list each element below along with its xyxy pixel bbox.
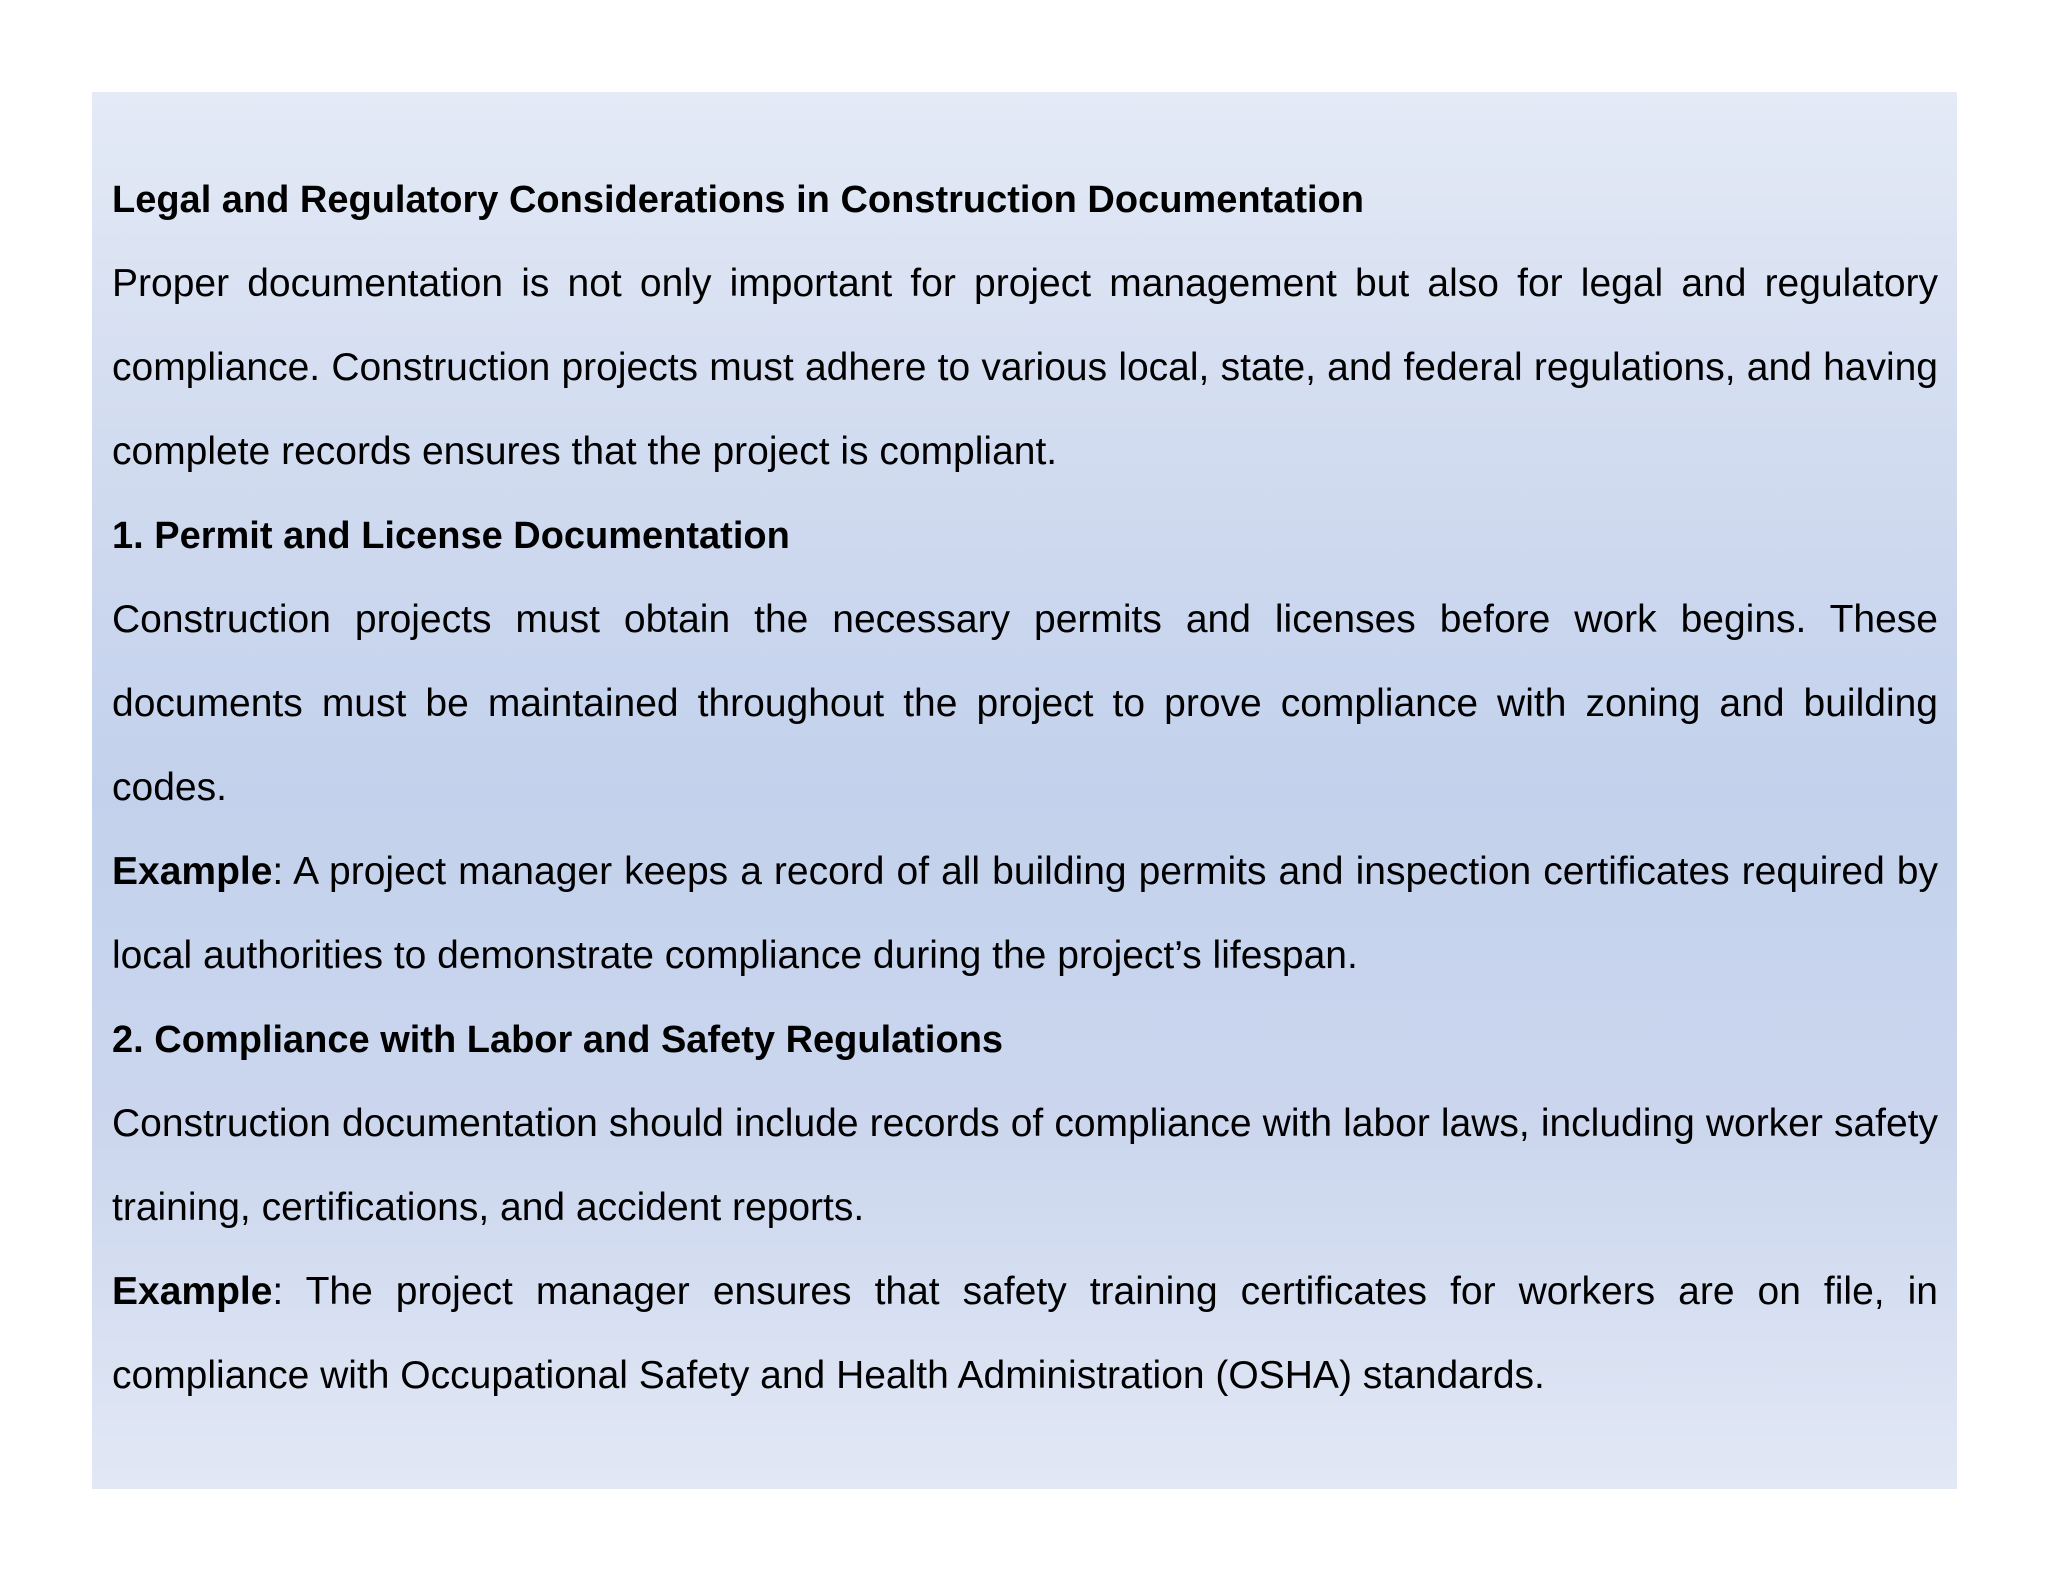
example-text: : A project manager keeps a record of all building permits and inspection certificates required by local authorities to demonstrate compliance during the project’s lifespan. bbox=[112, 850, 1938, 977]
section-body-permits: Construction projects must obtain the necessary permits and licenses before work begins. These documents must be maintained throughout the project to prove compliance with zoning and building codes. bbox=[112, 598, 1938, 809]
content-panel bbox=[92, 92, 1957, 1489]
example-label: Example bbox=[112, 1270, 273, 1313]
example-text: : The project manager ensures that safety training certificates for workers are on file, in compliance with Occupational Safety and Health Administration (OSHA) standards. bbox=[112, 1270, 1938, 1397]
section-heading-permits: 1. Permit and License Documentation bbox=[112, 515, 790, 557]
document-title: Legal and Regulatory Considerations in Construction Documentation bbox=[112, 179, 1364, 221]
example-permits bbox=[112, 830, 1938, 998]
document-body bbox=[112, 158, 1938, 1418]
section-body-labor-safety: Construction documentation should include records of compliance with labor laws, including worker safety training, certifications, and accident reports. bbox=[112, 1102, 1938, 1229]
example-label: Example bbox=[112, 850, 273, 893]
section-heading-labor-safety: 2. Compliance with Labor and Safety Regulations bbox=[112, 1019, 1004, 1061]
example-labor-safety bbox=[112, 1250, 1938, 1418]
intro-paragraph: Proper documentation is not only important for project management but also for legal and regulatory compliance. Construction projects must adhere to various local, state, and federal regulations, and having complete records ensures that the project is compliant. bbox=[112, 262, 1938, 473]
